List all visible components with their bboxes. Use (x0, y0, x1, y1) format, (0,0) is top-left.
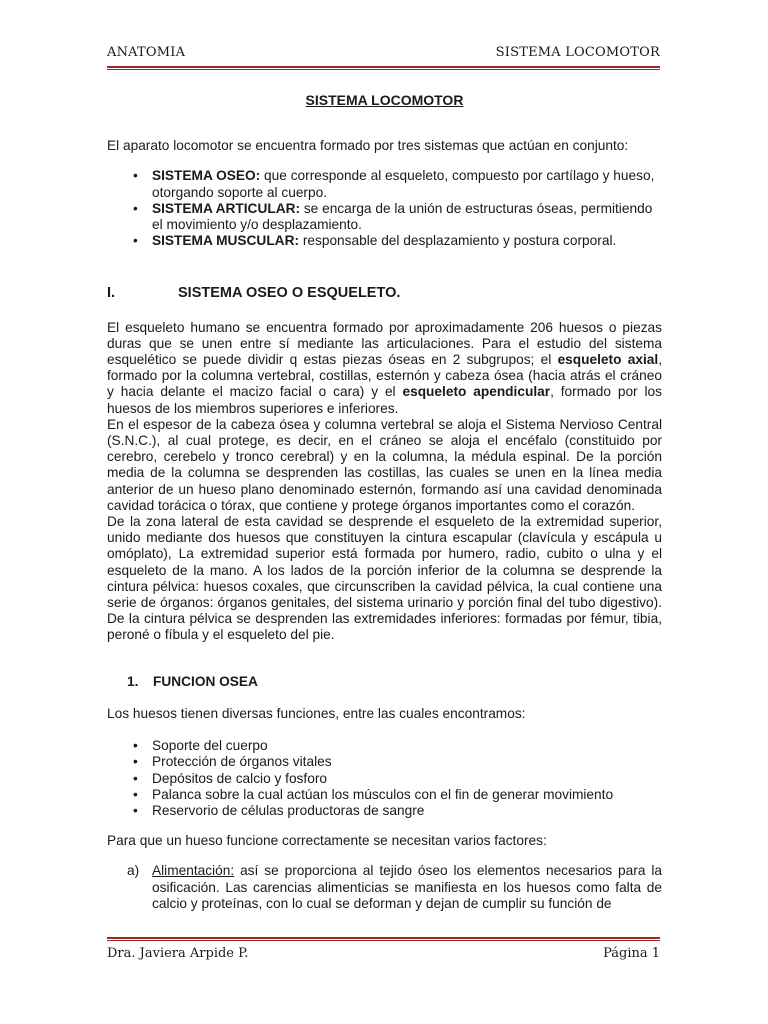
factors-intro: Para que un hueso funcione correctamente se necesitan varios factores: (107, 833, 547, 849)
item-text: se encarga de la unión de estructuras óseas, permitiendo el movimiento y/o desplazamiento. (152, 200, 653, 233)
item-label: SISTEMA MUSCULAR: (152, 233, 300, 249)
list-item: • Palanca sobre la cual actúan los músculos con el fin de generar movimiento (107, 787, 662, 803)
bold-term: esqueleto apendicular (402, 384, 551, 400)
section-title: SISTEMA OSEO O ESQUELETO. (178, 285, 401, 302)
page-header (107, 45, 660, 60)
item-text: responsable del desplazamiento y postura corporal. (299, 233, 617, 249)
paragraph-snc: En el espesor de la cabeza ósea y columna vertebral se aloja el Sistema Nervioso Central (S.N.C.), al cual protege, es decir, en el cráneo se aloja el encéfalo (constituido por cerebro, cerebelo y tronco cerebral) y en la columna, la médula espinal. De la porción media de la columna se desprenden las costillas, las cuales se unen en la línea media anterior de un hueso plano denominado esternón, formando así una cavidad denominada cavidad torácica o tórax, que contiene y protege órganos importantes como el corazón. (107, 416, 662, 513)
footer-author: Dra. Javiera Arpide P. (107, 946, 249, 961)
section-heading (107, 285, 662, 301)
footer-rule (107, 937, 660, 941)
item-text: que corresponde al esqueleto, compuesto por cartílago y hueso, otorgando soporte al cuerpo. (152, 168, 655, 200)
list-item (107, 233, 662, 249)
list-item: • Depósitos de calcio y fosforo (107, 771, 662, 787)
functions-list (107, 738, 662, 819)
factor-text: así se proporciona al tejido óseo los elementos necesarios para la osificación. Las carencias alimenticias se manifiesta en los huesos como falta de calcio y proteínas, con lo cual se deforman y dejan de cumplir su función de (152, 863, 662, 911)
header-right: SISTEMA LOCOMOTOR (495, 45, 660, 60)
list-item: • Reservorio de células productoras de sangre (107, 803, 662, 819)
factor-label: Alimentación: (152, 863, 235, 879)
list-item: • Protección de órganos vitales (107, 754, 662, 770)
page-title: SISTEMA LOCOMOTOR (305, 92, 464, 108)
text-run: , formado por los huesos de los miembros superiores e inferiores. (107, 384, 662, 416)
subsection-heading (107, 674, 662, 690)
factor-body (152, 863, 662, 912)
text-run: El esqueleto humano se encuentra formado por aproximadamente 206 huesos o piezas duras que se unen entre sí mediante las articulaciones. Para el estudio del sistema esquelético se puede dividir q estas piezas óseas en 2 subgrupos; el (107, 319, 662, 368)
factor-item (107, 863, 662, 912)
list-item: • Soporte del cuerpo (107, 738, 662, 754)
subsection-title: FUNCION OSEA (153, 673, 258, 689)
page-content (107, 92, 662, 912)
page-number: Página 1 (603, 946, 660, 961)
bold-term: esqueleto axial (557, 352, 659, 368)
systems-list (107, 168, 662, 249)
functions-intro: Los huesos tienen diversas funciones, entre las cuales encontramos: (107, 705, 526, 721)
intro-paragraph: El aparato locomotor se encuentra formado por tres sistemas que actúan en conjunto: (107, 138, 629, 154)
list-item (107, 201, 662, 233)
item-label: SISTEMA OSEO: (152, 168, 261, 184)
text-run: , formado por la columna vertebral, costillas, esternón y cabeza ósea (hacia atrás el cráneo y hacia delante el macizo facial o cara) y el (107, 352, 662, 400)
header-left: ANATOMIA (107, 45, 186, 60)
paragraph-extremities: De la zona lateral de esta cavidad se desprende el esqueleto de la extremidad superior, unido mediante dos huesos que constituyen la cintura escapular (clavícula y escápula u omóplato), La extremidad superior está formada por humero, radio, cubito o ulna y el esqueleto de la mano. A los lados de la porción inferior de la columna se desprende la cintura pélvica: huesos coxales, que circunscriben la cavidad pélvica, la cual contiene una serie de órganos: órganos genitales, del sistema urinario y porción final del tubo digestivo). De la cintura pélvica se desprenden las extremidades inferiores: formadas por fémur, tibia, peroné o fíbula y el esqueleto del pie. (107, 514, 662, 643)
item-label: SISTEMA ARTICULAR: (152, 200, 301, 216)
factor-letter: a) (127, 863, 140, 879)
paragraph-skeleton (107, 320, 662, 417)
header-rule (107, 66, 660, 70)
section-number: I. (107, 285, 116, 302)
subsection-number: 1. (127, 673, 139, 689)
list-item (107, 168, 662, 200)
page-footer (107, 946, 660, 961)
